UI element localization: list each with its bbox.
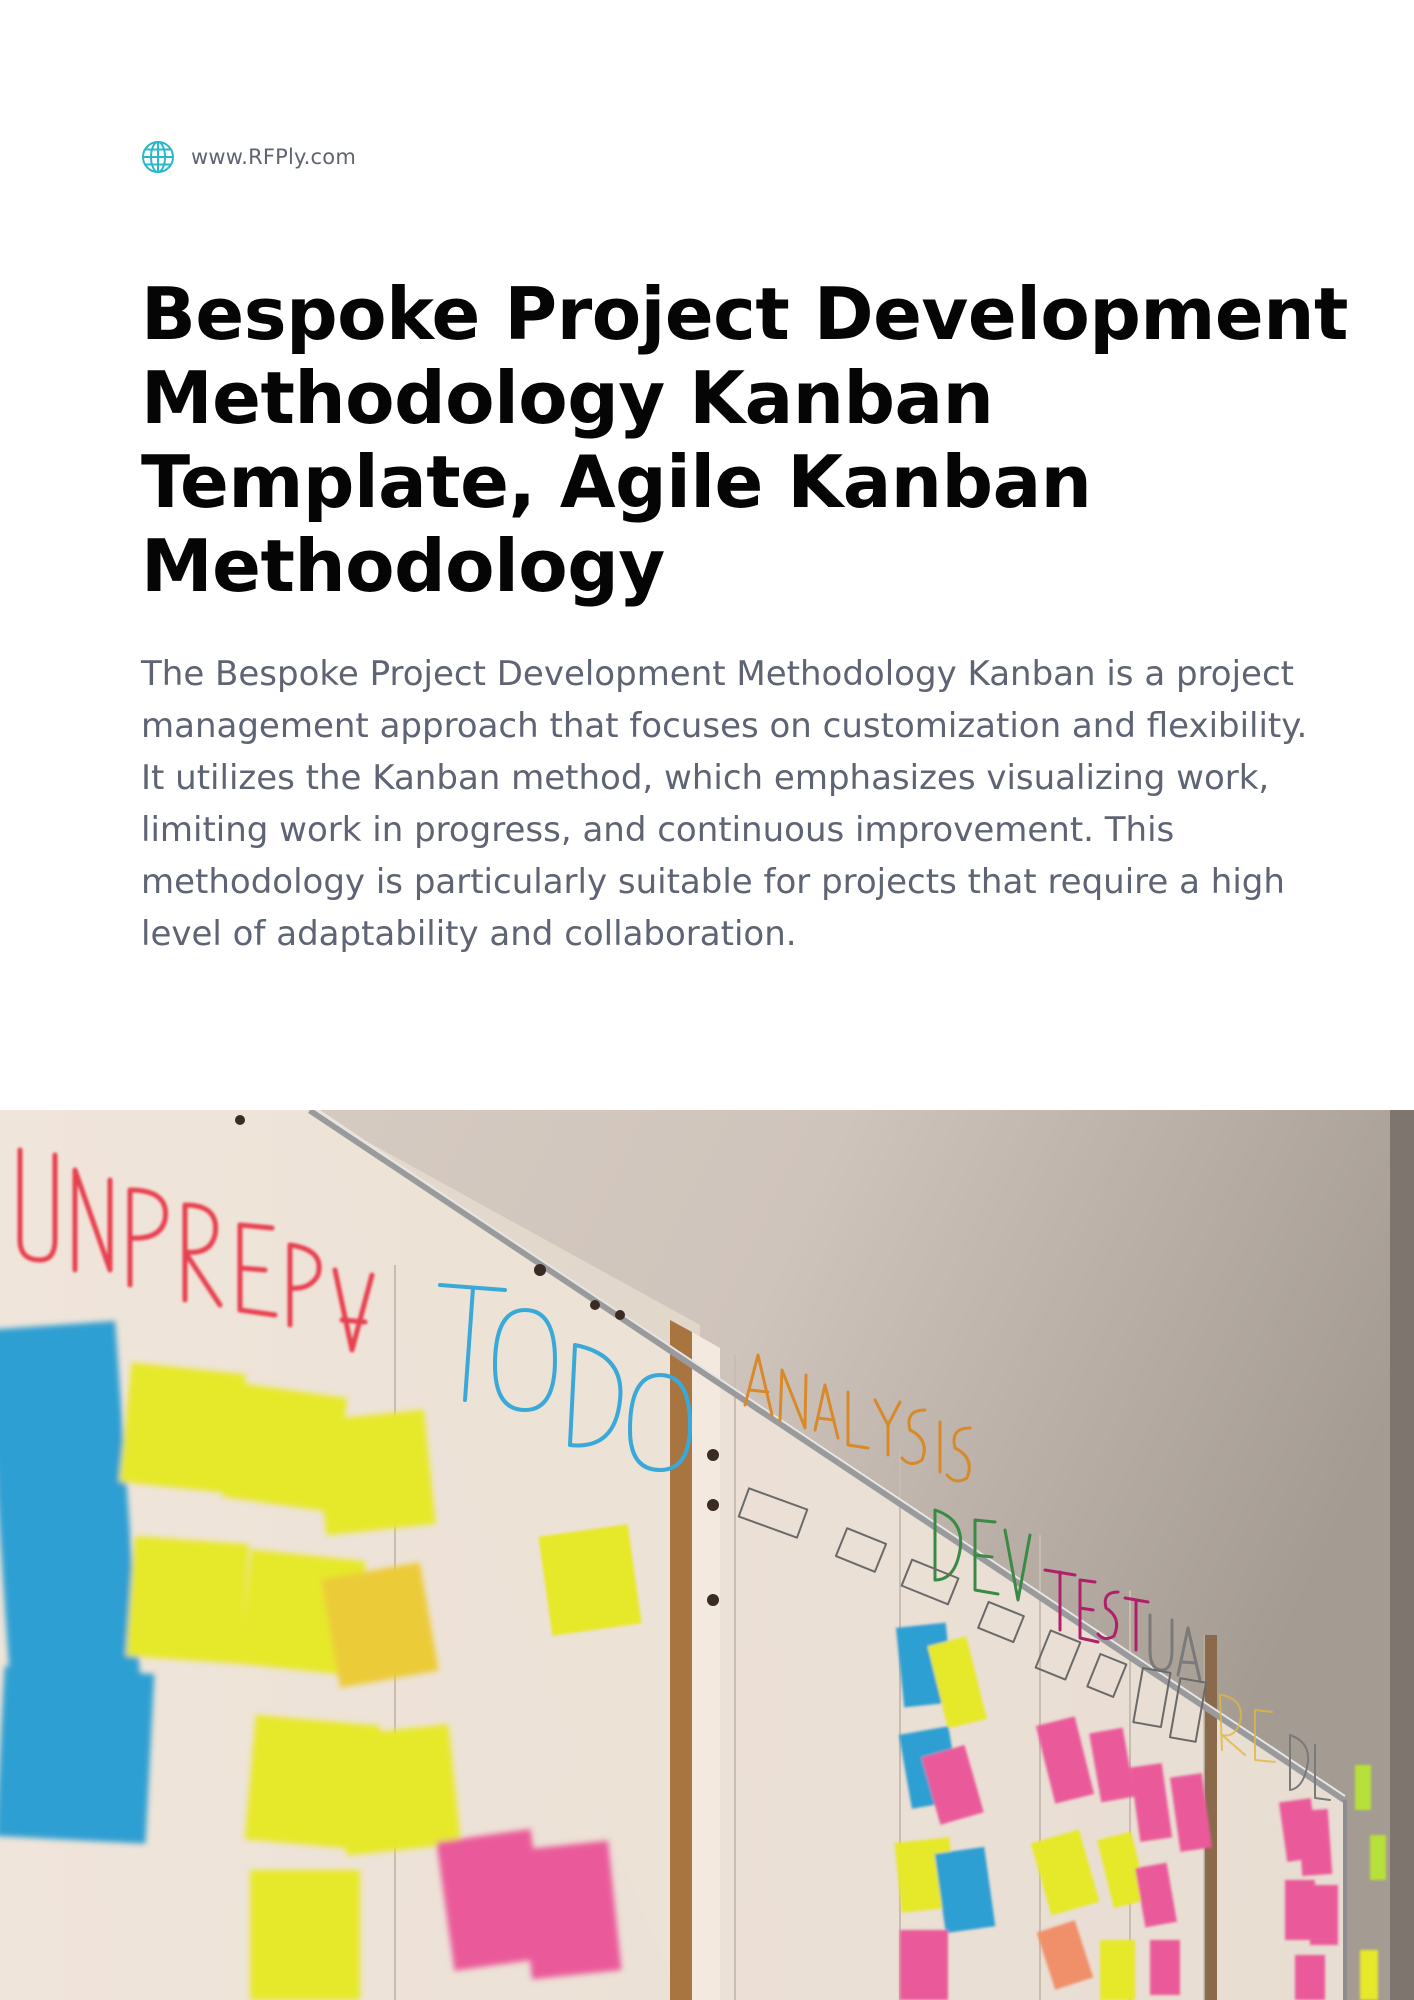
page-title: Bespoke Project Development Methodology Kanban Template, Agile Kanban Methodology — [141, 272, 1348, 608]
site-url-link[interactable]: www.RFPly.com — [191, 145, 357, 169]
site-header — [141, 140, 356, 174]
globe-icon — [141, 140, 175, 174]
intro-paragraph: The Bespoke Project Development Methodology Kanban is a project management approach that focuses on customization and flexibility. It utilizes the Kanban method, which emphasizes visualizing work, limiting work in progress, and continuous improvement. This methodology is particularly suitable for projects that require a high level of adaptability and collaboration. — [141, 654, 1308, 954]
kanban-board-photo — [0, 1110, 1414, 2000]
